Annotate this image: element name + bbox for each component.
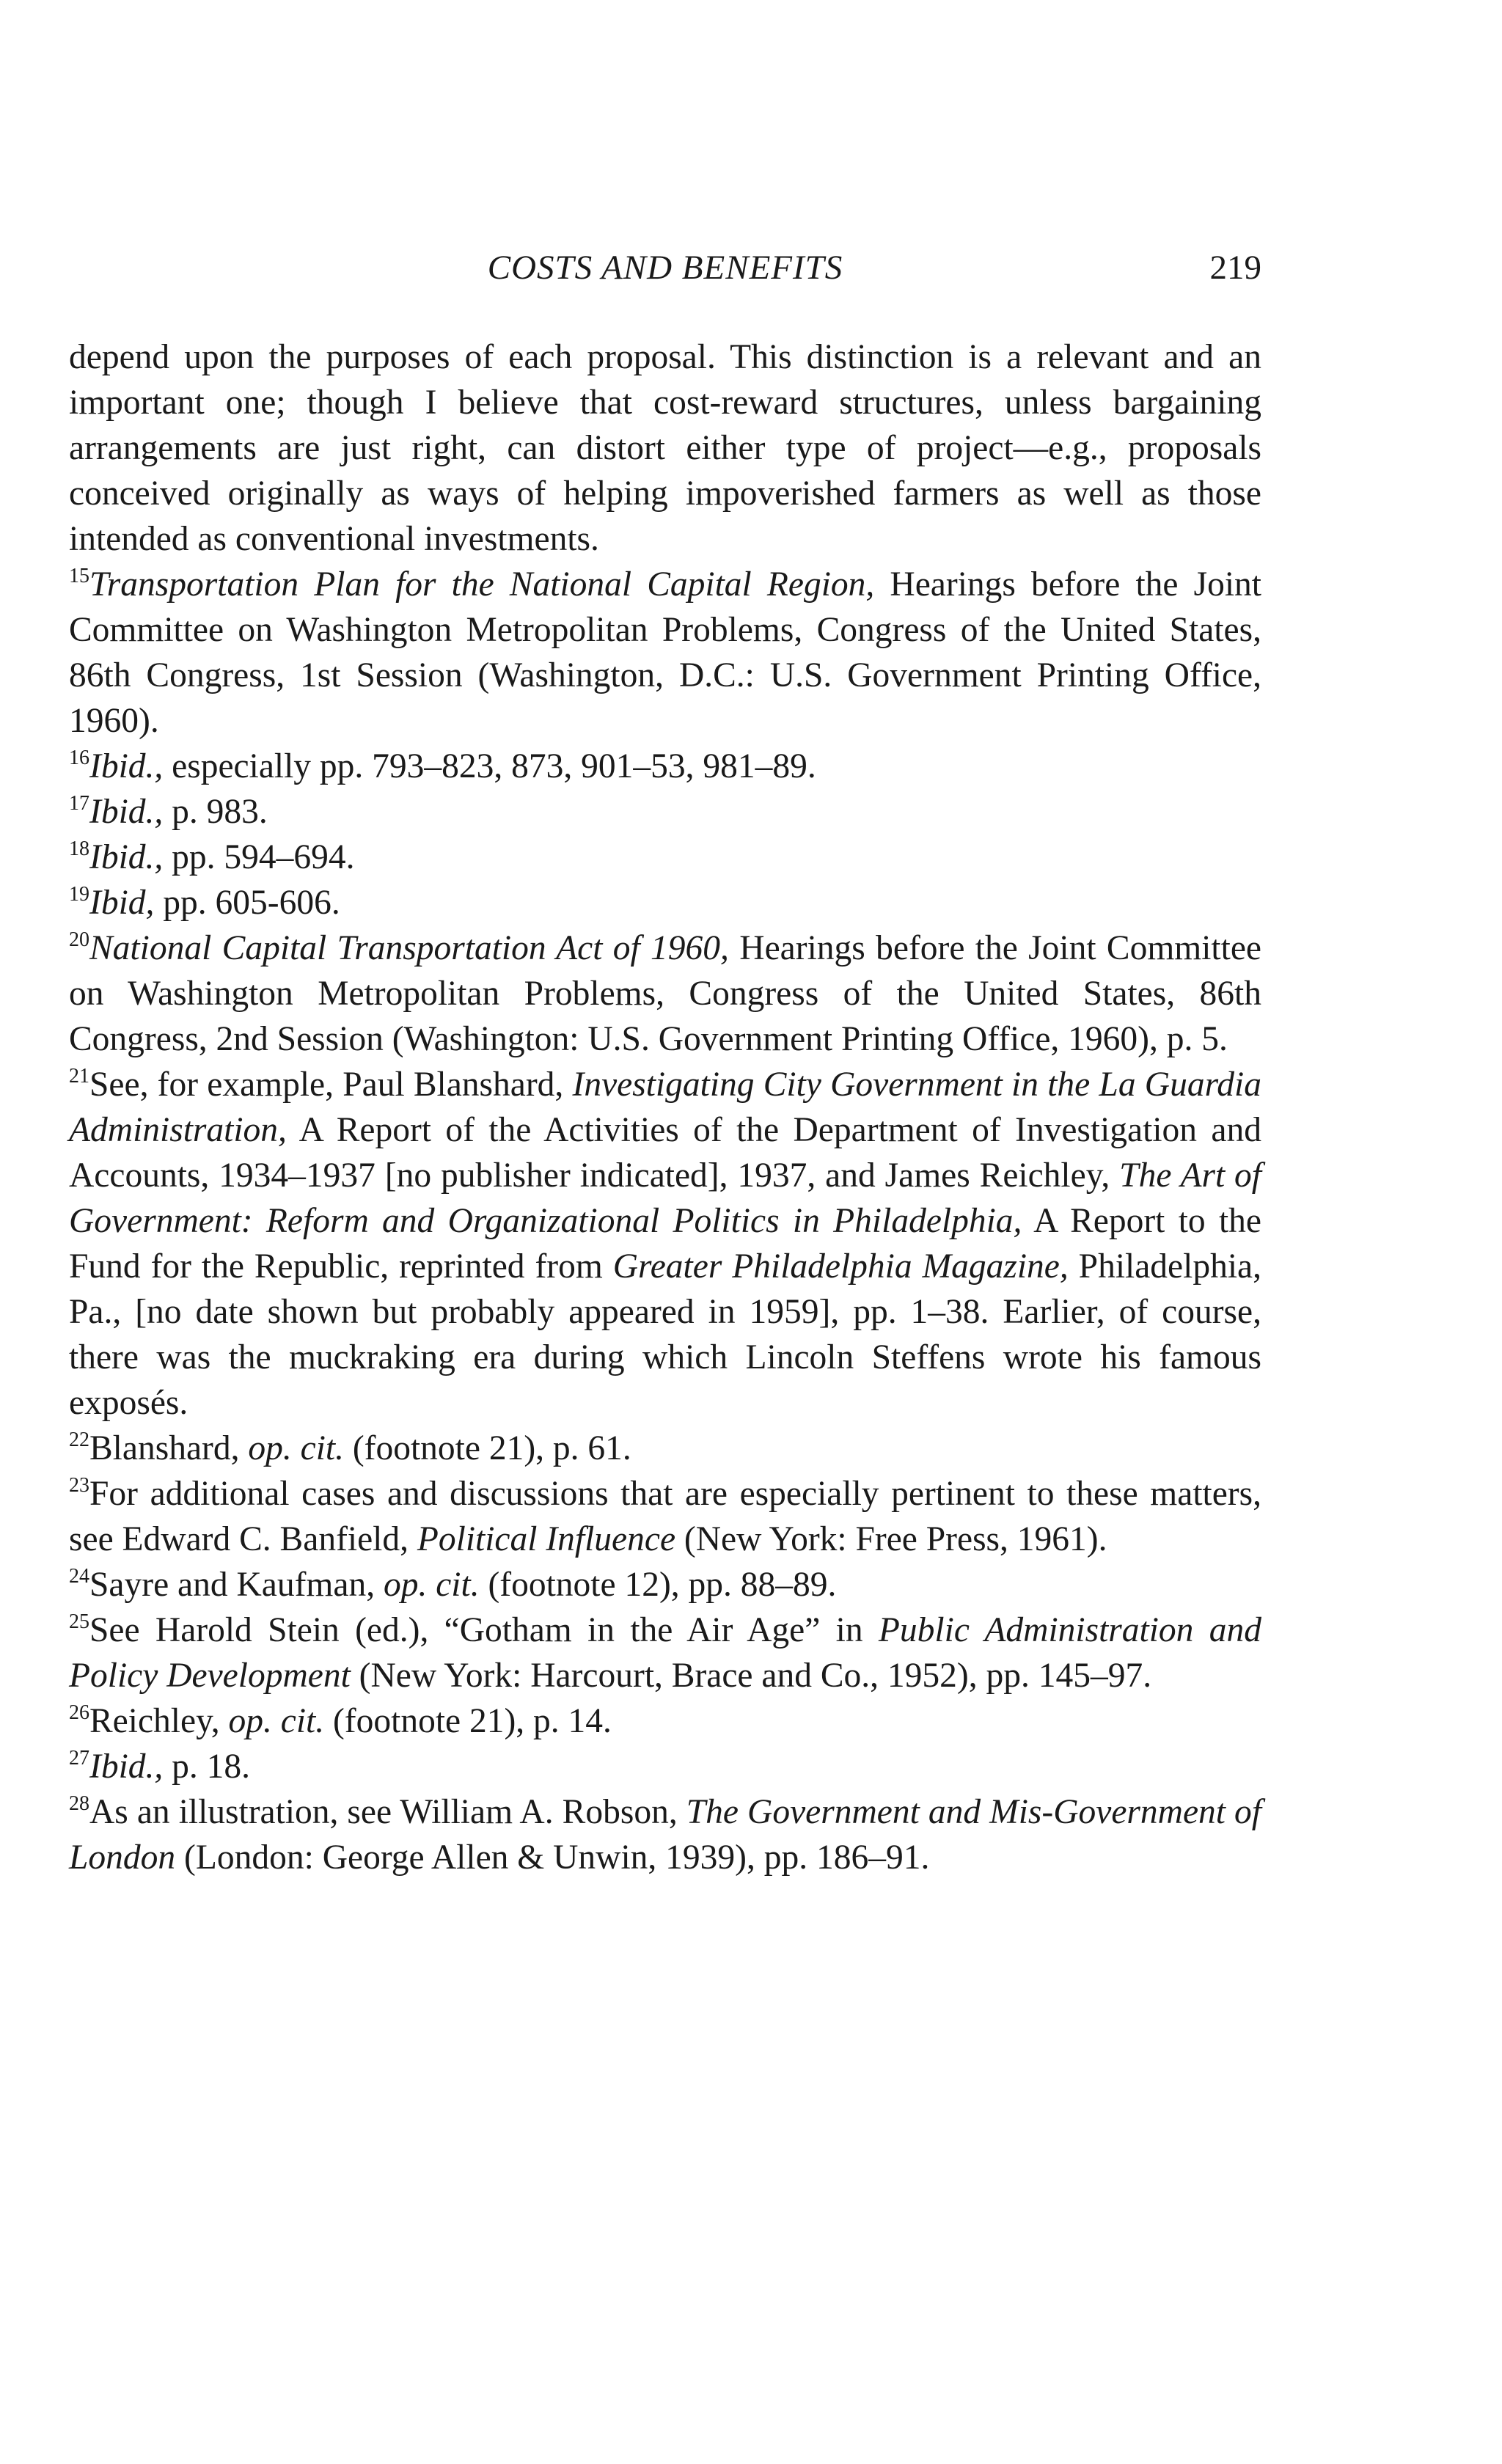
footnote-number: 24	[69, 1565, 89, 1588]
footnote-italic-text: op. cit.	[228, 1702, 325, 1740]
footnote-text: Reichley,	[89, 1702, 229, 1740]
footnote-15	[69, 562, 1261, 744]
footnote-list	[69, 562, 1261, 1880]
footnote-number: 26	[69, 1701, 89, 1724]
footnote-text: See Harold Stein (ed.), “Gotham in the Air Age” in	[89, 1611, 879, 1649]
footnote-text: p. 18.	[163, 1748, 251, 1786]
footnote-number: 19	[69, 883, 89, 906]
footnote-italic-text: Ibid.,	[89, 747, 164, 785]
page-number: 219	[1209, 249, 1261, 287]
footnote-25	[69, 1607, 1261, 1698]
footnote-italic-text: Ibid.,	[89, 838, 164, 876]
footnote-number: 23	[69, 1474, 89, 1497]
footnote-text: (footnote 21), p. 61.	[343, 1429, 631, 1467]
footnote-17	[69, 789, 1261, 835]
footnote-text: (London: George Allen & Unwin, 1939), pp. 186–91.	[175, 1838, 930, 1877]
footnote-18	[69, 835, 1261, 880]
continued-note-text: depend upon the purposes of each proposal. This distinction is a relevant and an important one; though I believe that cost-reward structures, unless bargaining arrangements are just right, can distort either type of project—e.g., proposals conceived originally as ways of helping impoverished farmers as well as those intended as conventional investments.	[69, 338, 1261, 558]
footnote-number: 22	[69, 1429, 89, 1451]
footnote-number: 18	[69, 837, 89, 860]
footnote-number: 21	[69, 1065, 89, 1088]
footnote-text: (footnote 12), pp. 88–89.	[479, 1566, 837, 1604]
footnote-italic-text: The Art of Government: Reform and Organizational Politics in Philadelphia,	[69, 1156, 1261, 1240]
footnote-27	[69, 1744, 1261, 1789]
running-title: COSTS AND BENEFITS	[487, 249, 843, 287]
footnote-24	[69, 1562, 1261, 1607]
footnote-italic-text: Ibid,	[89, 884, 155, 922]
running-head	[69, 242, 1261, 293]
footnote-italic-text: National Capital Transportation Act of 1960,	[89, 929, 729, 967]
footnote-text: A Report of the Activities of the Department of Investigation and Accounts, 1934–1937 [no publisher indicated], 1937, and James Reichley,	[69, 1111, 1261, 1195]
footnote-text: pp. 605-606.	[154, 884, 340, 922]
footnote-number: 16	[69, 747, 89, 769]
footnote-italic-text: Transportation Plan for the National Capital Region,	[89, 565, 875, 604]
footnote-26	[69, 1698, 1261, 1744]
footnote-16	[69, 744, 1261, 789]
footnote-text: (New York: Harcourt, Brace and Co., 1952), pp. 145–97.	[350, 1657, 1152, 1695]
footnote-text: Hearings before the Joint Committee on Washington Metropolitan Problems, Congress of the United States, 86th Congress, 2nd Session (Washington: U.S. Government Printing Office, 1960), p. 5.	[69, 929, 1261, 1058]
footnote-text: Blanshard,	[89, 1429, 249, 1467]
footnote-number: 15	[69, 565, 89, 587]
footnote-text: Hearings before the Joint Committee on Washington Metropolitan Problems, Congress of the United States, 86th Congress, 1st Session (Washington, D.C.: U.S. Government Printing Office, 1960).	[69, 565, 1261, 740]
footnote-italic-text: The Government and Mis-Government of London	[69, 1793, 1261, 1877]
footnote-text: p. 983.	[163, 793, 268, 831]
footnote-number: 27	[69, 1747, 89, 1770]
footnote-text: See, for example, Paul Blanshard,	[89, 1066, 573, 1104]
footnote-italic-text: Ibid.,	[89, 1748, 164, 1786]
book-page	[69, 242, 1261, 1880]
footnote-italic-text: Investigating City Government in the La Guardia Administration,	[69, 1066, 1262, 1149]
footnote-22	[69, 1426, 1261, 1471]
footnote-number: 17	[69, 792, 89, 815]
footnote-text: For additional cases and discussions that are especially pertinent to these matters, see Edward C. Banfield,	[69, 1475, 1261, 1558]
footnote-23	[69, 1471, 1261, 1562]
footnote-italic-text: Greater Philadelphia Magazine,	[612, 1247, 1069, 1286]
footnote-text: (footnote 21), p. 14.	[324, 1702, 612, 1740]
footnote-italic-text: op. cit.	[248, 1429, 344, 1467]
footnote-text: As an illustration, see William A. Robson,	[89, 1793, 686, 1831]
footnote-number: 25	[69, 1610, 89, 1633]
footnote-italic-text: op. cit.	[383, 1566, 480, 1604]
footnote-text: Sayre and Kaufman,	[89, 1566, 384, 1604]
footnote-21	[69, 1062, 1261, 1426]
footnote-text: pp. 594–694.	[163, 838, 355, 876]
footnote-text: especially pp. 793–823, 873, 901–53, 981–89.	[163, 747, 816, 785]
footnote-number: 20	[69, 928, 89, 951]
footnote-28	[69, 1789, 1261, 1880]
footnote-text: Philadelphia, Pa., [no date shown but probably appeared in 1959], pp. 1–38. Earlier, of course, there was the muckraking era during which Lincoln Steffens wrote his famous exposés.	[69, 1247, 1261, 1422]
footnote-text: A Report to the Fund for the Republic, reprinted from	[69, 1202, 1261, 1286]
footnote-20	[69, 925, 1261, 1062]
footnote-number: 28	[69, 1792, 89, 1815]
footnote-text: (New York: Free Press, 1961).	[675, 1520, 1107, 1558]
footnote-italic-text: Ibid.,	[89, 793, 164, 831]
footnote-italic-text: Political Influence	[417, 1520, 676, 1558]
footnote-italic-text: Public Administration and Policy Development	[69, 1611, 1261, 1695]
footnote-19	[69, 880, 1261, 925]
notes-column	[69, 334, 1261, 1880]
